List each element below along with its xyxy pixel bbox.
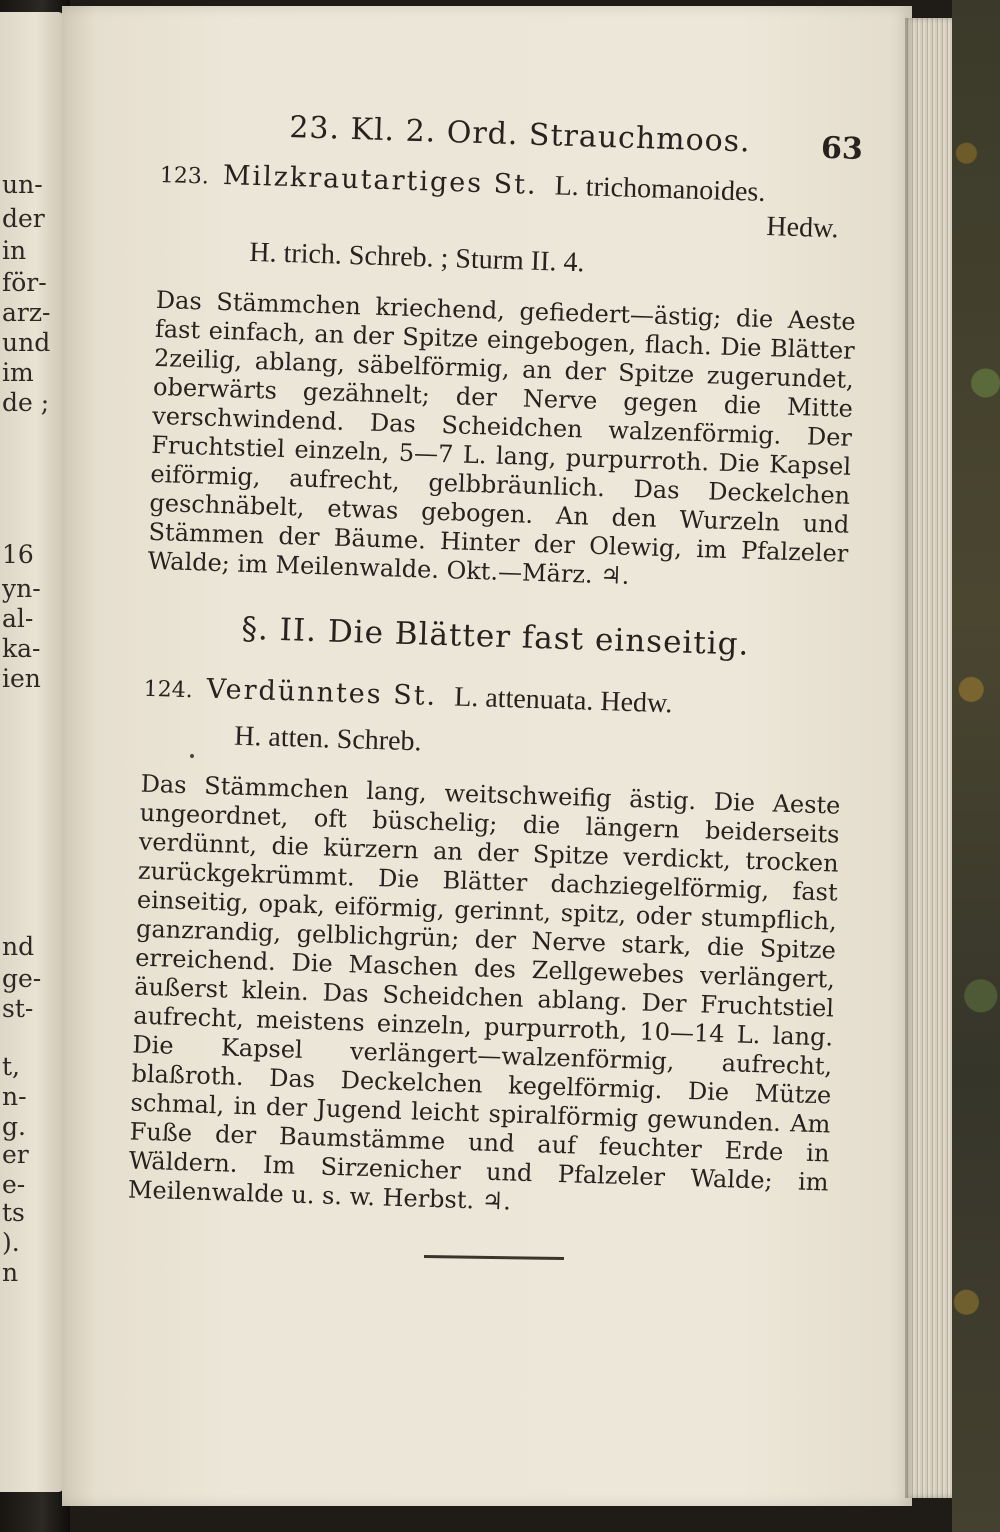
left-page-fragment: ). <box>2 1228 20 1257</box>
left-page-fragment: ge- <box>2 964 42 993</box>
left-page-fragment: der <box>2 204 45 233</box>
page-number: 63 <box>820 130 864 168</box>
entry-synonym: H. trich. Schreb. ; Sturm II. 4. <box>248 236 585 279</box>
left-page-fragment: yn- <box>2 574 41 603</box>
left-page-fragment: för- <box>2 268 47 297</box>
section-title: §. II. Die Blätter fast einseitig. <box>240 610 750 663</box>
entry-number: 123. <box>159 162 210 190</box>
left-page-fragment: e- <box>2 1170 26 1199</box>
left-page-edge <box>0 12 64 1492</box>
left-page-fragment: arz- <box>2 298 51 327</box>
running-head: 23. Kl. 2. Ord. Strauchmoos. <box>288 110 752 160</box>
entry-german-name: Verdünntes St. <box>206 673 438 712</box>
marbled-cover-edge <box>952 0 1000 1532</box>
entry-synonym: H. atten. Schreb. <box>233 720 423 758</box>
left-page-fragment: nd <box>2 932 35 961</box>
left-page-fragment: und <box>2 328 51 357</box>
entry-latin-name: L. trichomanoides. <box>554 170 766 208</box>
page-text-block <box>127 106 864 1226</box>
left-page-fragment: g. <box>2 1112 26 1141</box>
left-page-fragment: n- <box>2 1082 27 1111</box>
entry-german-name: Milzkrautartiges St. <box>222 159 539 201</box>
left-page-fragment: n <box>2 1258 19 1287</box>
left-page-fragment: ien <box>2 664 41 693</box>
right-page <box>62 6 912 1506</box>
entry-latin-name: L. attenuata. Hedw. <box>453 681 673 720</box>
left-page-fragment: de ; <box>2 388 50 417</box>
left-page-fragment: st- <box>2 994 34 1023</box>
left-page-fragment: t, <box>2 1052 20 1081</box>
entry-authority: Hedw. <box>765 211 839 245</box>
left-page-fragment: al- <box>2 604 34 633</box>
left-page-fragment: ka- <box>2 634 41 663</box>
entry-description: Das Stämmchen lang, weitschweifig ästig. Die Aeste ungeordnet, oft büschelig; die längern beiderseits verdünnt, die kürzern an der Spitze verdickt, trocken zurückgekrümmt. Die Blätter dachziegelförmig, fast einseitig, opak, eiförmig, gerinnt, spitz, oder stumpflich, ganzrandig, gelblichgrün; der Nerve stark, die Spitze erreichend. Die Maschen des Zellgewebes verlängert, äußerst klein. Das Scheidchen ablang. Der Fruchtstiel aufrecht, meistens einzeln, purpurroth, 10—14 L. lang. Die Kapsel verlängert—walzenförmig, aufrecht, blaßroth. Das Deckelchen kegelförmig. Die Mütze schmal, in der Jugend leicht spiralförmig gewunden. Am Fuße der Baumstämme und auf feuchter Erde in Wäldern. Im Sirzenicher und Pfalzeler Walde; im Meilenwalde u. s. w. Herbst. ♃. <box>127 769 841 1216</box>
left-page-fragment: ts <box>2 1198 25 1227</box>
left-page-fragment: un- <box>2 170 43 199</box>
left-page-fragment: 16 <box>2 540 34 569</box>
page-block-edges <box>905 18 957 1498</box>
entry-description: Das Stämmchen kriechend, gefiedert—ästig; die Aeste fast einfach, an der Spitze eingebogen, flach. Die Blätter 2zeilig, ablang, säbelförmig, an der Spitze zugerundet, oberwärts gezähnelt; der Nerve gegen die Mitte verschwindend. Das Scheidchen walzenförmig. Der Fruchtstiel einzeln, 5—7 L. lang, purpurroth. Die Kapsel eiförmig, aufrecht, gelbbräunlich. Das Deckelchen geschnäbelt, etwas gebogen. An den Wurzeln und Stämmen der Bäume. Hinter der Olewig, im Pfalzeler Walde; im Meilenwalde. Okt.—März. ♃. <box>147 285 857 590</box>
left-page-fragment: im <box>2 358 34 387</box>
ink-speck <box>190 754 194 758</box>
end-rule <box>424 1255 564 1260</box>
left-page-fragment: in <box>2 236 27 265</box>
left-page-fragment: er <box>2 1140 29 1169</box>
entry-number: 124. <box>143 676 194 704</box>
